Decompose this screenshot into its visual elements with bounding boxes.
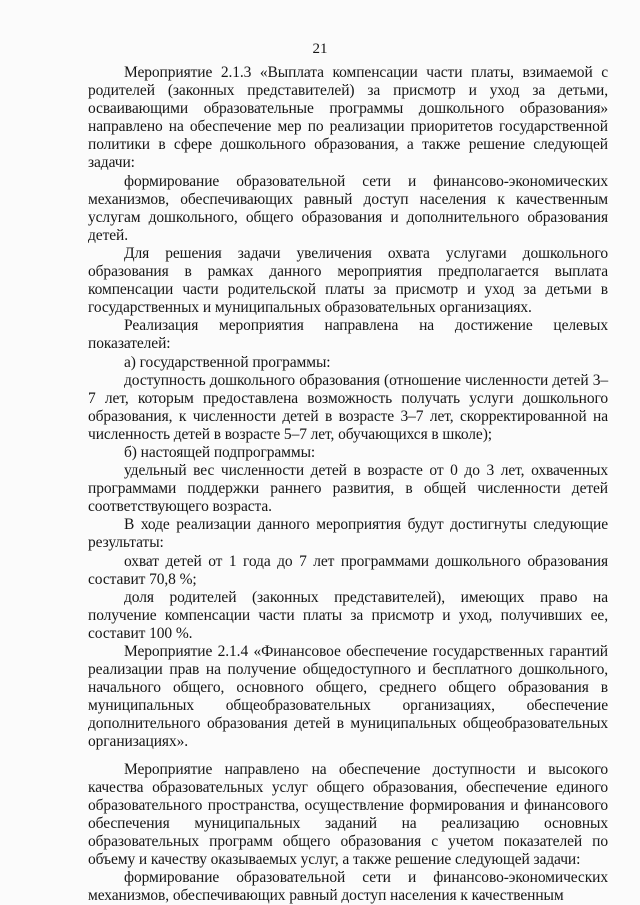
paragraph-task-solution: Для решения задачи увеличения охвата услугами дошкольного образования в рамках данного мероприятия предполагается выплата компенсации части родительской платы за присмотр и уход за детьми в государственных и муниципальных образовательных организациях. [88, 244, 608, 317]
document-body [88, 64, 608, 905]
paragraph-results-intro: В ходе реализации данного мероприятия будут достигнуты следующие результаты: [88, 516, 608, 552]
paragraph-measure-2-1-4: Мероприятие 2.1.4 «Финансовое обеспечение государственных гарантий реализации прав на получение общедоступного и бесплатного дошкольного, начального общего, основного общего, среднего общего образования в муниципальных общеобразовательных организациях, обеспечение дополнительного образования детей в муниципальных общеобразовательных организациях». [88, 643, 608, 751]
paragraph-measure-2-1-3: Мероприятие 2.1.3 «Выплата компенсации части платы, взимаемой с родителей (законных представителей) за присмотр и уход за детьми, осваивающими образовательные программы дошкольного образования» направлено на обеспечение мер по реализации приоритетов государственной политики в сфере дошкольного образования, а также решение следующей задачи: [88, 64, 608, 172]
paragraph-availability-indicator: доступность дошкольного образования (отношение численности детей 3–7 лет, которым предоставлена возможность получать услуги дошкольного образования, к численности детей в возрасте 3–7 лет, скорректированной на численность детей в возрасте 5–7 лет, обучающихся в школе); [88, 371, 608, 443]
paragraph-coverage-result: охват детей от 1 года до 7 лет программами дошкольного образования составит 70,8 %; [88, 552, 608, 588]
paragraph-spacer [88, 752, 608, 761]
paragraph-task-continued: формирование образовательной сети и финансово-экономических механизмов, обеспечивающих равный доступ населения к качественным [88, 869, 608, 905]
page-number: 21 [312, 41, 328, 57]
paragraph-early-development-indicator: удельный вес численности детей в возрасте от 0 до 3 лет, охваченных программами поддержки раннего развития, в общей численности детей соответствующего возраста. [88, 462, 608, 516]
paragraph-state-program: а) государственной программы: [124, 353, 331, 371]
paragraph-compensation-result: доля родителей (законных представителей), имеющих право на получение компенсации части платы за присмотр и уход, получивших ее, составит 100 %. [88, 588, 608, 642]
paragraph-targets-intro: Реализация мероприятия направлена на достижение целевых показателей: [88, 317, 608, 353]
paragraph-subprogram: б) настоящей подпрограммы: [124, 443, 316, 461]
paragraph-measure-purpose: Мероприятие направлено на обеспечение доступности и высокого качества образовательных услуг общего образования, обеспечение единого образовательного пространства, осуществление формирования и финансового обеспечения муниципальных заданий на реализацию основных образовательных программ общего образования с учетом показателей по объему и качеству оказываемых услуг, а также решение следующей задачи: [88, 760, 608, 869]
paragraph-task: формирование образовательной сети и финансово-экономических механизмов, обеспечивающих равный доступ населения к качественным услугам дошкольного, общего образования и дополнительного образования детей. [88, 172, 608, 244]
